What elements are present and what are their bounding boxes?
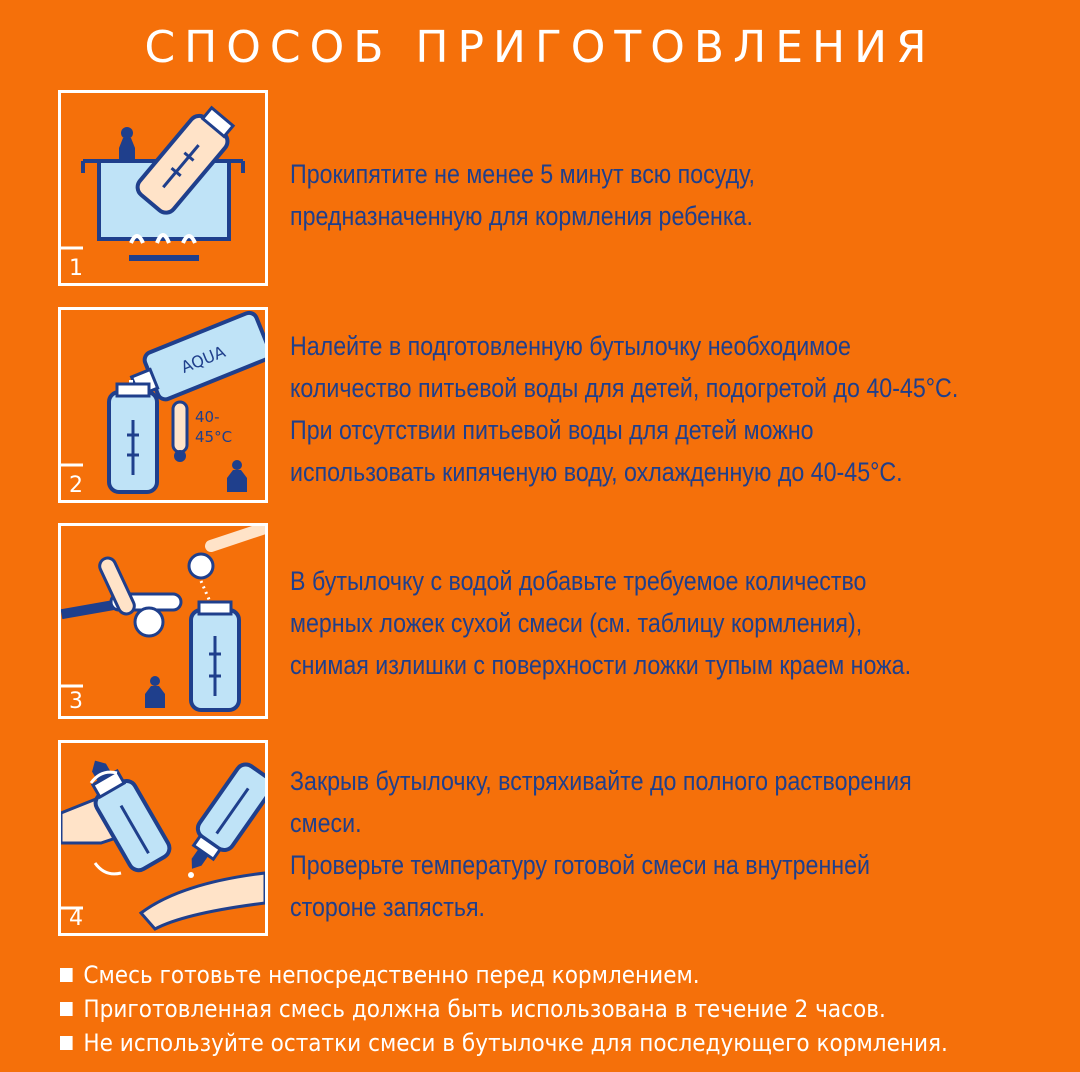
shaking-bottle-icon xyxy=(61,743,265,939)
step-2-illustration xyxy=(58,307,268,503)
step-3-text xyxy=(290,560,944,686)
note-item xyxy=(60,958,960,992)
step-3-line: В бутылочку с водой добавьте требуемое количество xyxy=(290,566,867,596)
notes-list xyxy=(60,958,1060,1060)
step-4-line: Проверьте температуру готовой смеси на внутренней xyxy=(290,850,871,880)
bullet-square-icon xyxy=(60,1036,73,1050)
step-4-line: смеси. xyxy=(290,808,362,838)
step-3-illustration xyxy=(58,523,268,719)
note-text: Смесь готовьте непосредственно перед кормлением. xyxy=(83,961,700,989)
step-1-text xyxy=(290,153,944,237)
step-3-line: снимая излишки с поверхности ложки тупым краем ножа. xyxy=(290,650,912,680)
step-4-text xyxy=(290,760,944,928)
measuring-spoon-icon xyxy=(61,526,265,716)
step-2-line: использовать кипяченую воду, охлажденную до 40-45°C. xyxy=(290,457,903,487)
step-2-number: 2 xyxy=(69,473,83,498)
step-4-illustration xyxy=(58,740,268,936)
note-text: Приготовленная смесь должна быть использована в течение 2 часов. xyxy=(83,995,886,1023)
pouring-water-icon xyxy=(61,310,265,500)
thermometer-label-2: 45°C xyxy=(195,428,233,446)
page-title: СПОСОБ ПРИГОТОВЛЕНИЯ xyxy=(144,22,936,73)
step-1-line: Прокипятите не менее 5 минут всю посуду, xyxy=(290,159,755,189)
step-4-number: 4 xyxy=(69,906,83,931)
bullet-square-icon xyxy=(60,1002,73,1016)
thermometer-label-1: 40- xyxy=(195,408,220,426)
step-2-line: При отсутствии питьевой воды для детей можно xyxy=(290,415,814,445)
step-1-line: предназначенную для кормления ребенка. xyxy=(290,201,753,231)
step-3-line: мерных ложек сухой смеси (см. таблицу кормления), xyxy=(290,608,863,638)
step-3-number: 3 xyxy=(69,689,83,714)
note-item xyxy=(60,1026,960,1060)
step-1-number: 1 xyxy=(69,256,83,281)
aqua-label: AQUA xyxy=(178,341,229,377)
note-item xyxy=(60,992,960,1026)
step-4-line: стороне запястья. xyxy=(290,892,485,922)
step-2-line: количество питьевой воды для детей, подогретой до 40-45°C. xyxy=(290,373,959,403)
step-4-line: Закрыв бутылочку, встряхивайте до полного растворения xyxy=(290,766,912,796)
step-1-illustration xyxy=(58,90,268,286)
step-2-line: Налейте в подготовленную бутылочку необходимое xyxy=(290,331,851,361)
boiling-pot-icon xyxy=(61,93,265,283)
note-text: Не используйте остатки смеси в бутылочке для последующего кормления. xyxy=(83,1029,948,1057)
bullet-square-icon xyxy=(60,968,73,982)
step-2-text xyxy=(290,325,959,493)
